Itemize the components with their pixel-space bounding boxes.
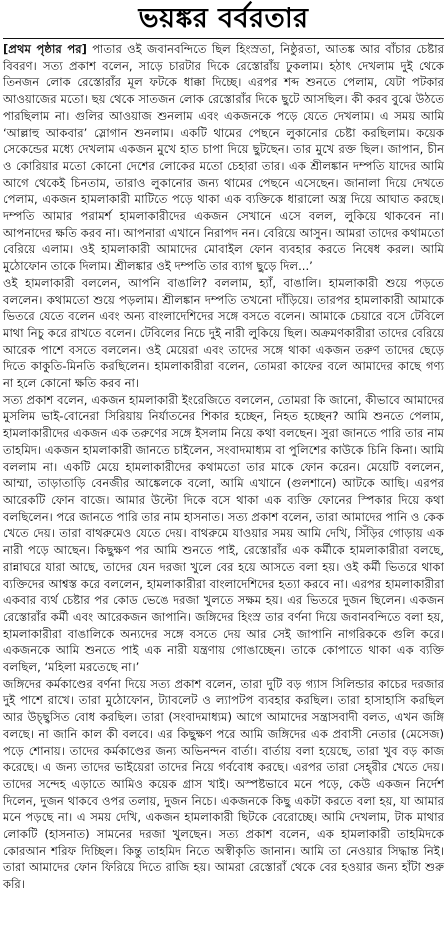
paragraph: সত্য প্রকাশ বলেন, একজন হামলাকারী ইংরেজিতে বললেন, তোমরা কি জানো, কীভাবে আমাদের মুসলিম ভাই-বোনেরা সিরিয়ায় নির্যাতনের শিকার হচ্ছেন, নিহত হচ্ছেন? আমি শুনতে পেলাম, হামলাকারীদের একজন এক তরুণের সঙ্গে ইসলাম নিয়ে কথা বলছেন। সুরা জানতে পারি তার নাম তাহমিদ। একজন হামলাকারী জানতে চাইলেন, সংবাদমাধ্যম বা পুলিশের কাউকে চিনি কিনা। আমি বললাম না। একটি মেয়ে হামলাকারীদের কথামতো তার মাকে ফোন করেন। মেয়েটি বললেন, আম্মা, তাড়াতাড়ি বেনজীর আঙ্কেলকে বলো, আমি এখানে (গুলশানে) আটকে আছি। এরপর আরেকটি ফোন বাজে। আমার উল্টো দিকে বসে থাকা এক ব্যক্তি ফোনের স্পিকার দিয়ে কথা বলছিলেন। পরে জানতে পারি তার নাম হাসনাত। সত্য প্রকাশ বলেন, তারা আমাদের পানি ও কেক খেতে দেয়। তারা বাথরুমেও যেতে দেয়। বাথরুমে যাওয়ার সময় আমি দেখি, সিঁড়ির গোড়ায় এক নারী পড়ে আছেন। কিছুক্ষণ পর আমি শুনতে পাই, রেস্তোরাঁর এক কর্মীকে হামলাকারীরা বলছে, রান্নাঘরে যারা আছে, তাদের যেন দরজা খুলে বের হয়ে আসতে বলা হয়। ওই কর্মী ভিতরে থাকা ব্যক্তিদের আশ্বস্ত করে বললেন, হামলাকারীরা বাংলাদেশিদের হত্যা করবে না। এরপর হামলাকারীরা একবার ব্যর্থ চেষ্টার পর কোড ভেঙে দরজা খুলতে সক্ষম হয়। এর ভিতরে দুজন ছিলেন। একজন রেস্তোরাঁর কর্মী এবং আরেকজন জাপানি। জঙ্গিদের হিংস্র তার বর্ণনা দিয়ে জবানবন্দিতে বলা হয়, হামলাকারীরা বাঙালিকে অন্যদের সঙ্গে বসতে দেয় আর সেই জাপানি নাগরিককে গুলি করে। একজনকে আমি শুনতে পাই এক নারী যন্ত্রণায় গোঙাচ্ছেন। তাকে কোপাতে থাকা এক ব্যক্তি বলছিল, ‘মহিলা মরতেছে না।’ <box>3 392 444 675</box>
headline-rule <box>3 38 444 39</box>
paragraph <box>3 41 444 275</box>
continuation-label: [প্রথম পৃষ্ঠার পর] <box>3 42 87 56</box>
paragraph: জঙ্গিদের কর্মকাণ্ডের বর্ণনা দিয়ে সত্য প্রকাশ বলেন, তারা দুটি বড় গ্যাস সিলিন্ডার কাচের দরজার দুই পাশে রাখে। তারা মুঠোফোন, ট্যাবলেট ও ল্যাপটপ ব্যবহার করছিল। তারা হাসাহাসি করছিল আর উচ্ছ্বসিত বোধ করছিল। তারা (সংবাদমাধ্যম) আগে আমাদের সন্ত্রাসবাদী বলত, এখন জঙ্গি বলছে। না জানি কাল কী বলবে। এর কিছুক্ষণ পরে আমি জঙ্গিদের এক প্রবাসী নেতার (মেসেজ) পড়ে শোনায়। তাদের কর্মকাণ্ডের জন্য অভিনন্দন বার্তা। বার্তায় বলা হয়েছে, তারা খুব বড় কাজ করেছে। এ জন্য তাদের ভাইয়েরা তাদের নিয়ে গর্ববোধ করছে। এরপর তারা সেহ্‌রীর খেতে দেয়। তাদের সন্দেহ এড়াতে আমিও কয়েক গ্রাস খাই। অস্পষ্টভাবে মনে পড়ে, কেউ একজন নির্দেশ দিলেন, দুজন থাকবে ওপর তলায়, দুজন নিচে। একজনকে কিছু একটা করতে বলা হয়, যা আমার মনে পড়ছে না। এ সময় দেখি, একজন হামলাকারী ছিটকে বেরোচ্ছে। আমি দেখলাম, টাক মাথার লোকটি (হাসনাত) সামনের দরজা খুলছেন। সত্য প্রকাশ বলেন, এক হামলাকারী তাহমিদকে কোরআন শরিফ দিচ্ছিল। কিন্তু তাহমিদ নিতে অস্বীকৃতি জানান। আমি তা নেওয়ার সিদ্ধান্ত নিই। তারা আমাদের ফোন ফিরিয়ে দিতে রাজি হয়। আমরা রেস্তোরাঁ থেকে বের হওয়ার জন্য হাঁটা শুরু করি। <box>3 676 444 892</box>
headline: ভয়ঙ্কর বর্বরতার <box>138 3 309 34</box>
article-body <box>3 41 444 893</box>
paragraph-text: পাতার ওই জবানবন্দিতে ছিল হিংস্রতা, নিষ্ঠুরতা, আতঙ্ক আর বাঁচার চেষ্টার বিবরণ। সত্য প্রকাশ বলেন, সাড়ে চারটার দিকে রেস্তোরাঁয় ঢুকলাম। হঠাৎ দেখলাম দুই থেকে তিনজন লোক রেস্তোরাঁর মূল ফটকে ধাক্কা দিচ্ছে। এরপর শব্দ শুনতে পেলাম, যেটা পটকার আওয়াজের মতো। ছয় থেকে সাতজন লোক রেস্তোরাঁর দিকে ছুটে আসছিল। কী করব বুঝে উঠতে পারছিলাম না। গুলির আওয়াজ শুনলাম এবং একজনকে পড়ে যেতে দেখলাম। এ সময় আমি ‘আল্লাহু আকবার’ স্লোগান শুনলাম। একটি থামের পেছনে লুকানোর চেষ্টা করছিলাম। কয়েক সেকেন্ডের মধ্যে দেখলাম একজন মুখে হাত চাপা দিয়ে ছুটছেন। তার মুখে রক্ত ছিল। জাপান, চীন ও কোরিয়ার মতো কোনো দেশের লোকের মতো চেহারা তার। এক শ্রীলঙ্কান দম্পতি যাদের আমি আগে থেকেই চিনতাম, তারাও লুকানোর জন্য থামের পেছনে এসেছেন। জানালা দিয়ে দেখতে পেলাম, একজন হামলাকারী মাটিতে পড়ে থাকা এক ব্যক্তিকে ধারালো অস্ত্র দিয়ে আঘাত করছে। দম্পতি আমার পরামর্শ হামলাকারীদের একজন সেখানে এসে বলল, লুকিয়ে থাকবেন না। আপনাদের ক্ষতি করব না। আপনারা এখানে নিরাপদ নন। বেরিয়ে আসুন। আমরা তাদের কথামতো বেরিয়ে এলাম। ওই হামলাকারী আমাদের মোবাইল ফোন ব্যবহার করতে নিষেধ করল। আমি মুঠোফোন তাকে দিলাম। শ্রীলঙ্কার ওই দম্পতি তার ব্যাগ ছুড়ে দিল...’ <box>3 42 444 274</box>
paragraph: ওই হামলাকারী বললেন, আপনি বাঙালি? বললাম, হ্যাঁ, বাঙালি। হামলাকারী শুয়ে পড়তে বললেন। কথামতো শুয়ে পড়লাম। শ্রীলঙ্কান দম্পতি তখনো দাঁড়িয়ে। তারপর হামলাকারী আমাকে ভিতরে যেতে বলেন এবং অন্য বাংলাদেশিদের সঙ্গে বসতে বলেন। আমাকে চেয়ারে বসে টেবিলে মাথা নিচু করে রাখতে বলেন। টেবিলের নিচে দুই নারী লুকিয়ে ছিল। অক্রমণকারীরা তাদের বেরিয়ে আরেক পাশে বসতে বললেন। ওই মেয়েরা এবং তাদের সঙ্গে থাকা একজন তরুণ তাদের ছেড়ে দিতে কাকুতি-মিনতি করছিলেন। হামলাকারীরা বলেন, তোমরা কাফের বলে আমাদের কাছে গণ্য না হলে কোনো ক্ষতি করব না। <box>3 275 444 391</box>
